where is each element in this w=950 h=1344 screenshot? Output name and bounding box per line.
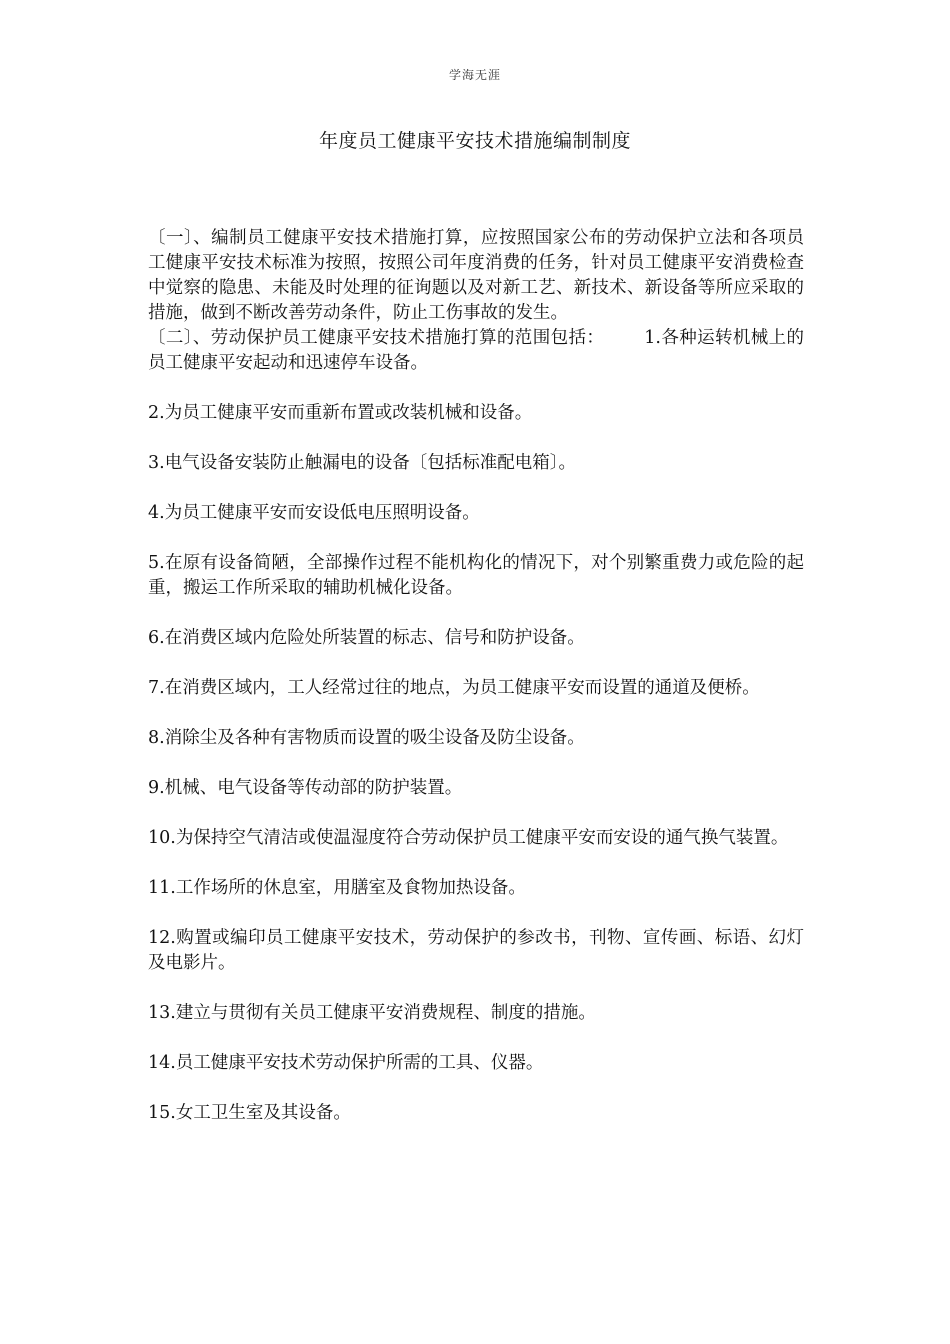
intro-paragraph: 〔一〕、编制员工健康平安技术措施打算，应按照国家公布的劳动保护立法和各项员工健康平安技术标准为按照，按照公司年度消费的任务，针对员工健康平安消费检查中觉察的隐患、未能及时处理的征询题以及对新工艺、新技术、新设备等所应采取的措施，做到不断改善劳动条件，防止工伤事故的发生。 (148, 228, 804, 323)
list-item-14: 14.员工健康平安技术劳动保护所需的工具、仪器。 (148, 1053, 544, 1073)
list-item-8: 8.消除尘及各种有害物质而设置的吸尘设备及防尘设备。 (148, 728, 585, 748)
list-item-4: 4.为员工健康平安而安设低电压照明设备。 (148, 503, 480, 523)
list-item-10: 10.为保持空气清洁或使温湿度符合劳动保护员工健康平安而安设的通气换气装置。 (148, 828, 789, 848)
list-item-11: 11.工作场所的休息室，用膳室及食物加热设备。 (148, 878, 526, 898)
document-body (148, 226, 804, 1126)
list-item-3: 3.电气设备安装防止触漏电的设备〔包括标准配电箱〕。 (148, 453, 576, 473)
list-item-7: 7.在消费区域内，工人经常过往的地点，为员工健康平安而设置的通道及便桥。 (148, 678, 760, 698)
scope-paragraph (148, 326, 804, 376)
document-title: 年度员工健康平安技术措施编制制度 (318, 130, 631, 152)
list-item-13: 13.建立与贯彻有关员工健康平安消费规程、制度的措施。 (148, 1003, 596, 1023)
list-item-2: 2.为员工健康平安而重新布置或改装机械和设备。 (148, 403, 533, 423)
list-item-15: 15.女工卫生室及其设备。 (148, 1103, 351, 1123)
list-item-5: 5.在原有设备简陋，全部操作过程不能机构化的情况下，对个别繁重费力或危险的起重，搬运工作所采取的辅助机械化设备。 (148, 553, 804, 598)
page-header: 学海无涯 (448, 68, 501, 82)
list-item-6: 6.在消费区域内危险处所装置的标志、信号和防护设备。 (148, 628, 585, 648)
scope-heading: 〔二〕、劳动保护员工健康平安技术措施打算的范围包括： (148, 328, 605, 348)
list-item-12: 12.购置或编印员工健康平安技术，劳动保护的参改书，刊物、宣传画、标语、幻灯及电影片。 (148, 928, 804, 973)
list-item-1: 1.各种运转机械上的员工健康平安起动和迅速停车设备。 (148, 328, 805, 373)
list-item-9: 9.机械、电气设备等传动部的防护装置。 (148, 778, 463, 798)
